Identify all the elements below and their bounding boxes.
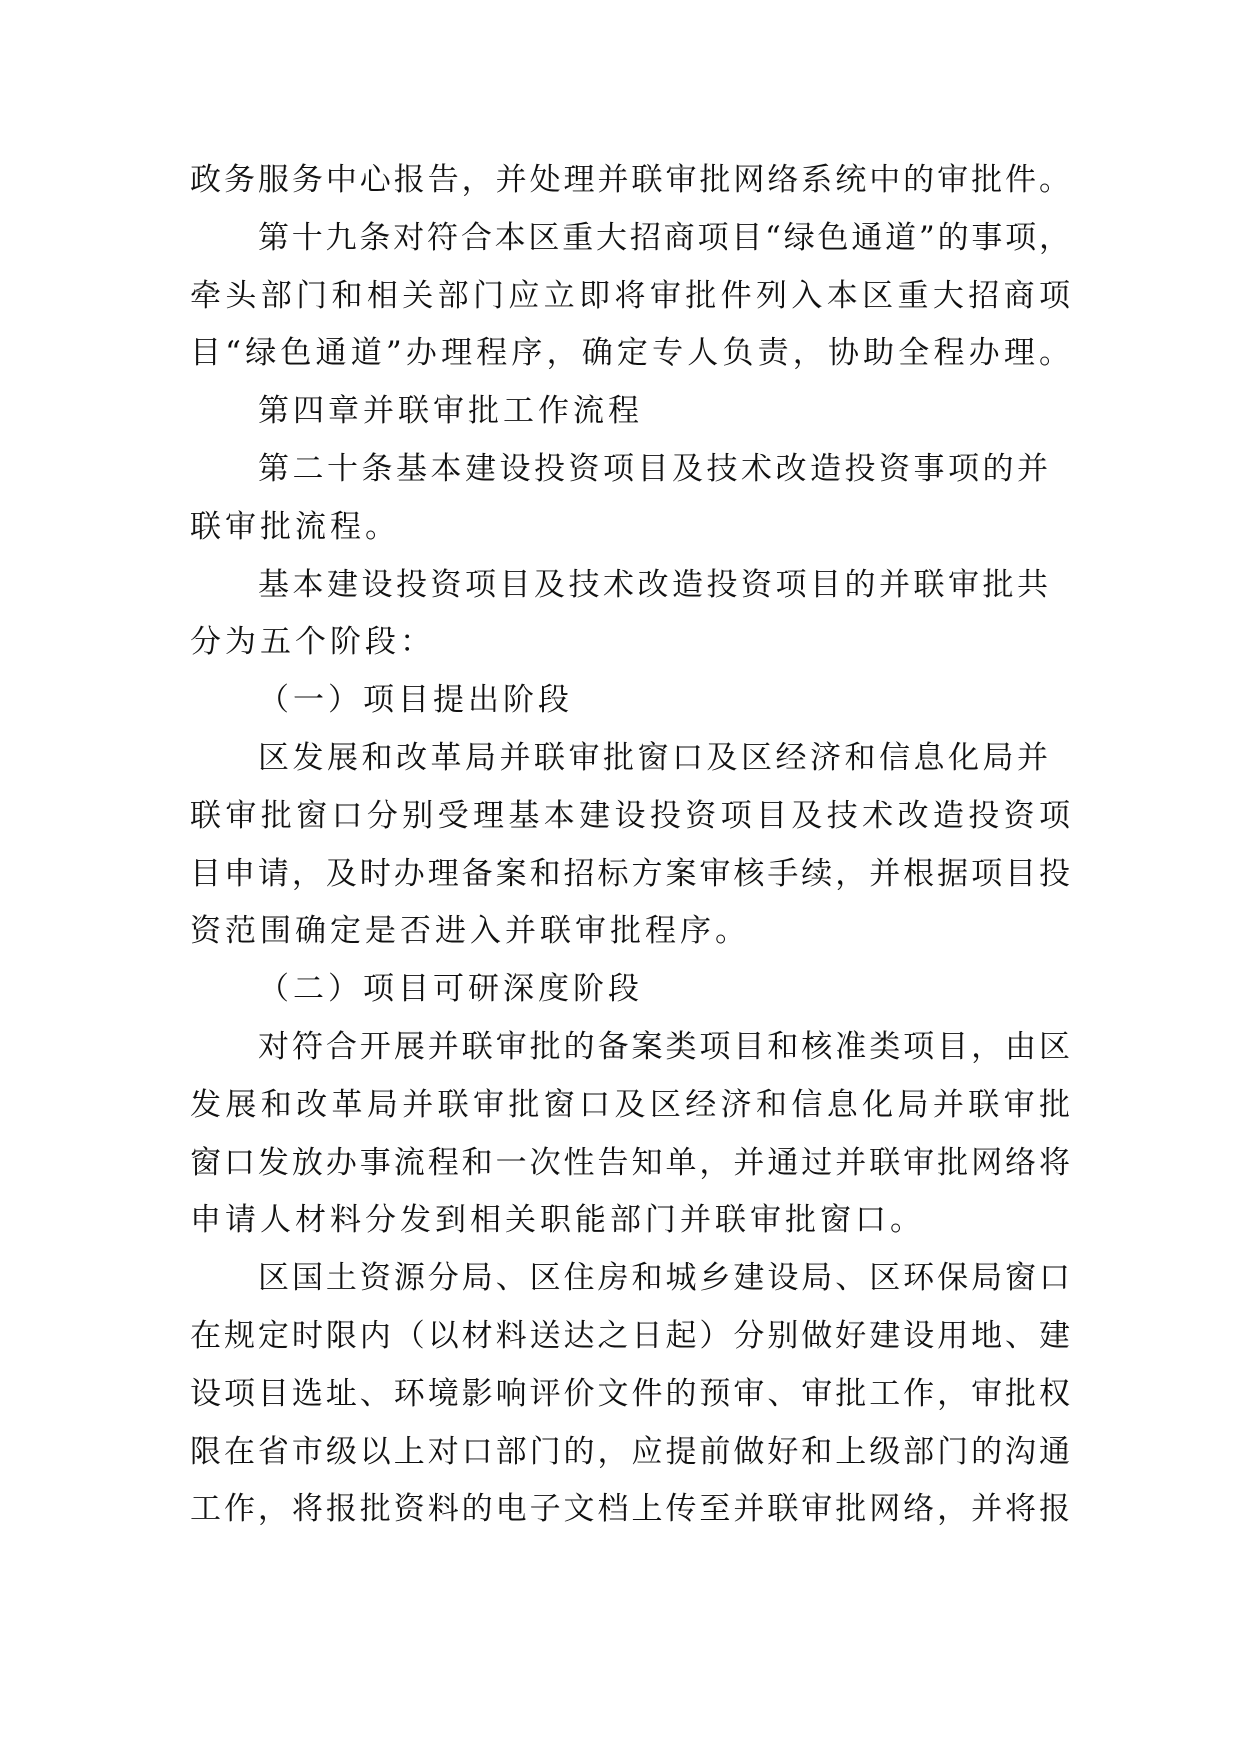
text-line: 牵头部门和相关部门应立即将审批件列入本区重大招商项	[190, 278, 1070, 314]
text-line: 基本建设投资项目及技术改造投资项目的并联审批共	[258, 567, 1048, 603]
text-line: 在规定时限内（以材料送达之日起）分别做好建设用地、建	[190, 1318, 1070, 1354]
text-line: 第二十条基本建设投资项目及技术改造投资事项的并	[258, 451, 1048, 487]
text-line: 对符合开展并联审批的备案类项目和核准类项目，由区	[258, 1029, 1070, 1065]
text-line: 目申请，及时办理备案和招标方案审核手续，并根据项目投	[190, 856, 1070, 892]
section-heading: （二）项目可研深度阶段	[258, 971, 643, 1007]
text-line: 政务服务中心报告，并处理并联审批网络系统中的审批件。	[190, 162, 1070, 198]
text-line: 申请人材料分发到相关职能部门并联审批窗口。	[190, 1202, 925, 1238]
text-line: 联审批流程。	[190, 509, 400, 545]
text-line: 联审批窗口分别受理基本建设投资项目及技术改造投资项	[190, 798, 1070, 834]
text-line: 目“绿色通道”办理程序，确定专人负责，协助全程办理。	[190, 335, 1070, 371]
text-line: 限在省市级以上对口部门的，应提前做好和上级部门的沟通	[190, 1434, 1070, 1470]
text-line: 窗口发放办事流程和一次性告知单，并通过并联审批网络将	[190, 1145, 1070, 1181]
text-line: 区发展和改革局并联审批窗口及区经济和信息化局并	[258, 740, 1048, 776]
text-line: 分为五个阶段：	[190, 624, 435, 660]
text-line: 发展和改革局并联审批窗口及区经济和信息化局并联审批	[190, 1087, 1070, 1123]
text-line: 区国土资源分局、区住房和城乡建设局、区环保局窗口	[258, 1260, 1070, 1296]
chapter-heading: 第四章并联审批工作流程	[258, 393, 643, 429]
text-line: 第十九条对符合本区重大招商项目“绿色通道”的事项，	[258, 220, 1070, 256]
text-line: 工作，将报批资料的电子文档上传至并联审批网络，并将报	[190, 1491, 1070, 1527]
text-line: 设项目选址、环境影响评价文件的预审、审批工作，审批权	[190, 1376, 1070, 1412]
text-line: 资范围确定是否进入并联审批程序。	[190, 913, 750, 949]
section-heading: （一）项目提出阶段	[258, 682, 573, 718]
